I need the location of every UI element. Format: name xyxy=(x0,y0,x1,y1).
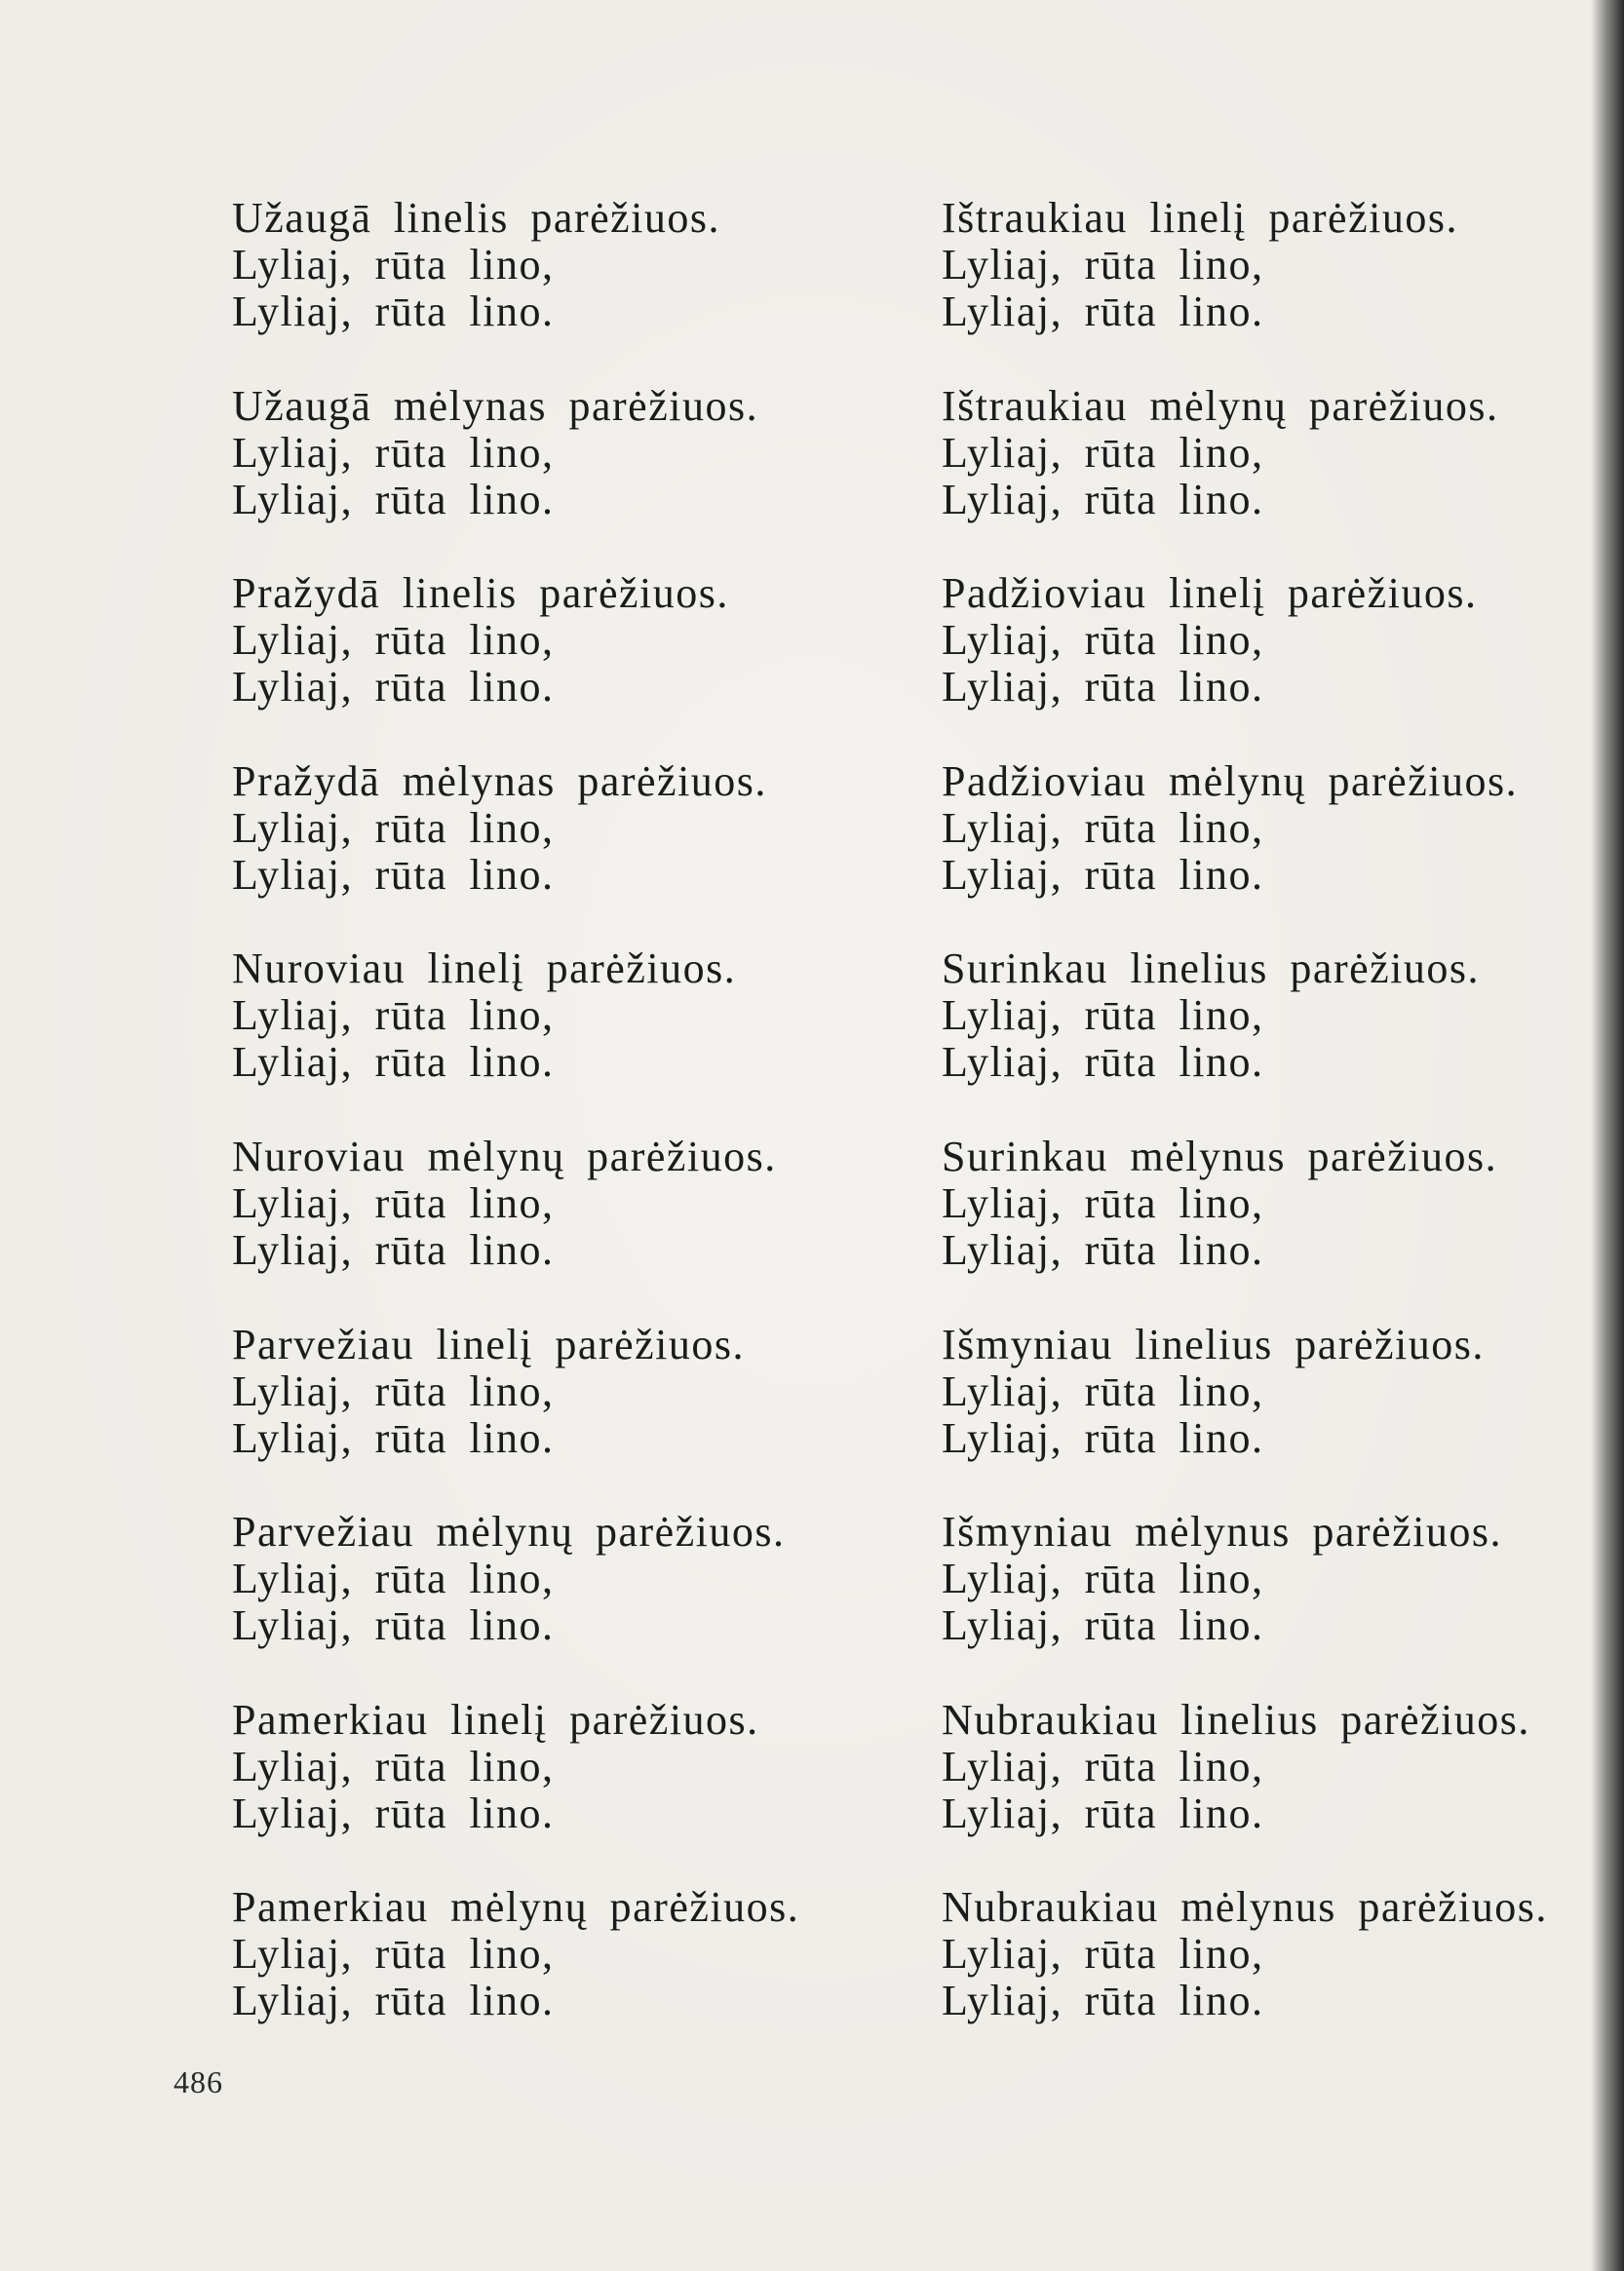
stanza xyxy=(232,1884,895,2024)
refrain-line: Lyliaj, rūta lino, xyxy=(232,803,555,852)
stanza xyxy=(942,1509,1605,1649)
refrain-line: Lyliaj, rūta lino, xyxy=(942,803,1264,852)
refrain-line: Lyliaj, rūta lino, xyxy=(942,1178,1264,1227)
verse-line: Nuroviau linelį parėžiuos. xyxy=(232,944,737,993)
refrain-line: Lyliaj, rūta lino. xyxy=(232,1413,555,1462)
refrain-line: Lyliaj, rūta lino, xyxy=(942,428,1264,477)
refrain-line: Lyliaj, rūta lino. xyxy=(942,1977,1264,2025)
stanza xyxy=(232,195,895,335)
verse-line: Išmyniau linelius parėžiuos. xyxy=(942,1320,1485,1368)
page-edge-shadow xyxy=(1591,0,1624,2271)
refrain-line: Lyliaj, rūta lino. xyxy=(232,1038,555,1087)
refrain-line: Lyliaj, rūta lino, xyxy=(232,1555,555,1603)
refrain-line: Lyliaj, rūta lino, xyxy=(942,1742,1264,1790)
left-column xyxy=(232,195,895,2072)
verse-line: Išmyniau mėlynus parėžiuos. xyxy=(942,1508,1502,1557)
verse-line: Ištraukiau linelį parėžiuos. xyxy=(942,194,1458,242)
stanza xyxy=(942,945,1605,1086)
stanza xyxy=(942,383,1605,523)
right-column xyxy=(942,195,1605,2072)
verse-line: Užaugā linelis parėžiuos. xyxy=(232,194,721,242)
verse-line: Nubraukiau linelius parėžiuos. xyxy=(942,1695,1530,1744)
stanza xyxy=(232,1509,895,1649)
refrain-line: Lyliaj, rūta lino, xyxy=(232,1178,555,1227)
refrain-line: Lyliaj, rūta lino, xyxy=(232,616,555,665)
stanza xyxy=(232,383,895,523)
stanza xyxy=(942,570,1605,711)
page-number: 486 xyxy=(174,2064,223,2099)
stanza xyxy=(232,945,895,1086)
stanza xyxy=(942,1884,1605,2024)
refrain-line: Lyliaj, rūta lino. xyxy=(942,1225,1264,1274)
refrain-line: Lyliaj, rūta lino, xyxy=(942,241,1264,289)
refrain-line: Lyliaj, rūta lino, xyxy=(232,1930,555,1979)
refrain-line: Lyliaj, rūta lino. xyxy=(232,1789,555,1837)
verse-line: Ištraukiau mėlynų parėžiuos. xyxy=(942,381,1499,430)
verse-line: Nubraukiau mėlynus parėžiuos. xyxy=(942,1883,1548,1932)
stanza xyxy=(942,1134,1605,1274)
stanza xyxy=(232,1134,895,1274)
refrain-line: Lyliaj, rūta lino, xyxy=(232,1366,555,1415)
stanza xyxy=(942,195,1605,335)
refrain-line: Lyliaj, rūta lino, xyxy=(942,1555,1264,1603)
refrain-line: Lyliaj, rūta lino, xyxy=(942,1930,1264,1979)
verse-line: Nuroviau mėlynų parėžiuos. xyxy=(232,1132,777,1180)
refrain-line: Lyliaj, rūta lino. xyxy=(232,850,555,899)
refrain-line: Lyliaj, rūta lino. xyxy=(232,1225,555,1274)
verse-line: Pamerkiau linelį parėžiuos. xyxy=(232,1695,759,1744)
stanza xyxy=(942,1697,1605,1837)
refrain-line: Lyliaj, rūta lino. xyxy=(942,1413,1264,1462)
stanza xyxy=(232,570,895,711)
refrain-line: Lyliaj, rūta lino. xyxy=(232,1977,555,2025)
refrain-line: Lyliaj, rūta lino. xyxy=(232,1601,555,1650)
refrain-line: Lyliaj, rūta lino, xyxy=(232,991,555,1040)
verse-line: Parvežiau linelį parėžiuos. xyxy=(232,1320,745,1368)
refrain-line: Lyliaj, rūta lino, xyxy=(942,616,1264,665)
verse-line: Surinkau linelius parėžiuos. xyxy=(942,944,1481,993)
verse-line: Pražydā linelis parėžiuos. xyxy=(232,569,729,618)
refrain-line: Lyliaj, rūta lino. xyxy=(942,663,1264,712)
verse-line: Užaugā mėlynas parėžiuos. xyxy=(232,381,759,430)
refrain-line: Lyliaj, rūta lino, xyxy=(942,1366,1264,1415)
stanza xyxy=(942,758,1605,899)
refrain-line: Lyliaj, rūta lino. xyxy=(942,1038,1264,1087)
refrain-line: Lyliaj, rūta lino. xyxy=(942,1601,1264,1650)
verse-line: Pamerkiau mėlynų parėžiuos. xyxy=(232,1883,800,1932)
verse-line: Parvežiau mėlynų parėžiuos. xyxy=(232,1508,786,1557)
refrain-line: Lyliaj, rūta lino, xyxy=(232,241,555,289)
refrain-line: Lyliaj, rūta lino. xyxy=(942,850,1264,899)
verse-line: Padžioviau linelį parėžiuos. xyxy=(942,569,1478,618)
stanza xyxy=(232,1697,895,1837)
refrain-line: Lyliaj, rūta lino, xyxy=(232,428,555,477)
refrain-line: Lyliaj, rūta lino. xyxy=(232,475,555,523)
stanza xyxy=(232,758,895,899)
verse-line: Pražydā mėlynas parėžiuos. xyxy=(232,756,767,805)
refrain-line: Lyliaj, rūta lino. xyxy=(942,1789,1264,1837)
refrain-line: Lyliaj, rūta lino, xyxy=(942,991,1264,1040)
refrain-line: Lyliaj, rūta lino. xyxy=(232,288,555,335)
verse-line: Surinkau mėlynus parėžiuos. xyxy=(942,1132,1498,1180)
verse-line: Padžioviau mėlynų parėžiuos. xyxy=(942,756,1519,805)
stanza xyxy=(232,1322,895,1462)
refrain-line: Lyliaj, rūta lino, xyxy=(232,1742,555,1790)
refrain-line: Lyliaj, rūta lino. xyxy=(942,288,1264,335)
refrain-line: Lyliaj, rūta lino. xyxy=(942,475,1264,523)
stanza xyxy=(942,1322,1605,1462)
refrain-line: Lyliaj, rūta lino. xyxy=(232,663,555,712)
